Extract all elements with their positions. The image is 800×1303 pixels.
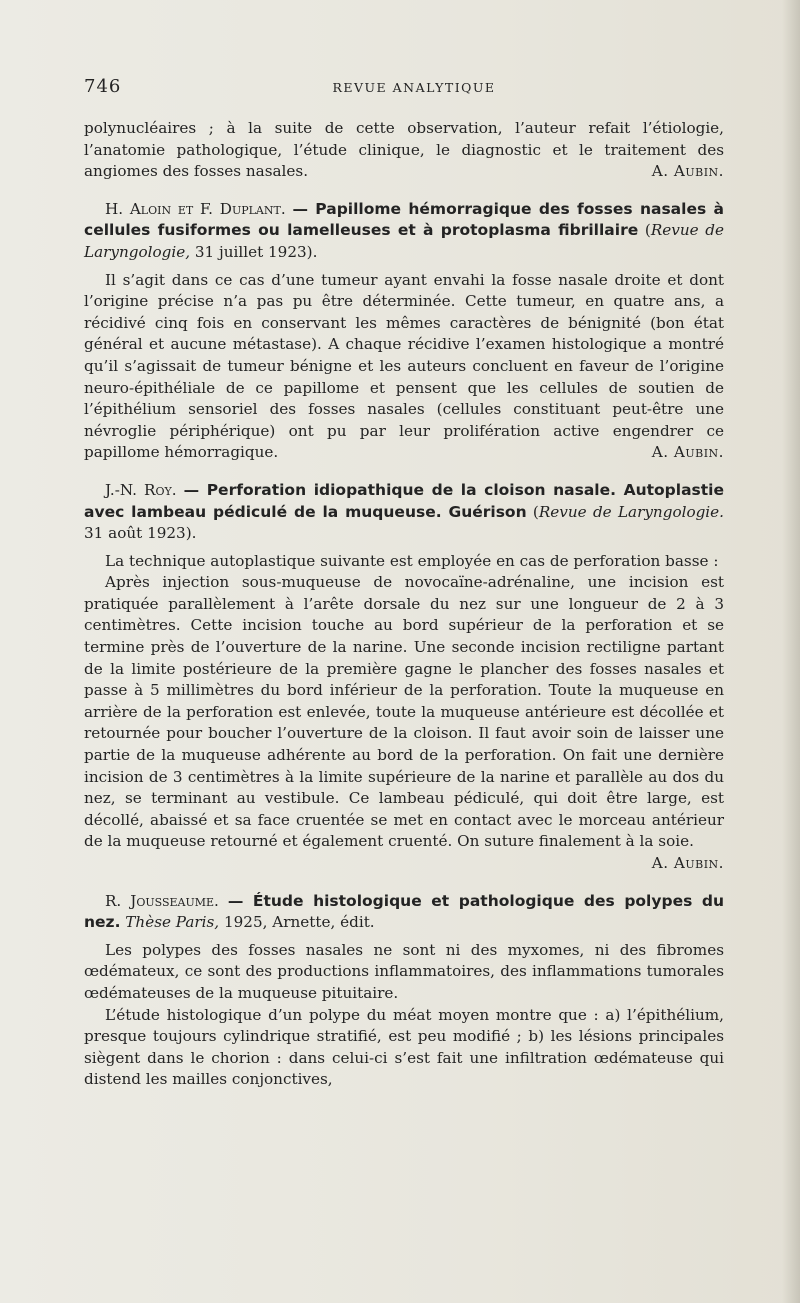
article-text: L’étude histologique d’un polype du méat moyen montre que : a) l’épithélium, presque toujours cylindrique stratifié, est peu modifié ; b) les lésions principales siègent dans le chorion : dans celui-ci s’est fait une infiltration œdémateuse qui distend les mailles conjonctives, (84, 1005, 724, 1089)
page-header (84, 76, 724, 100)
article-paragraph (84, 572, 724, 872)
article-jousseaume (84, 891, 724, 1091)
article-paragraph (84, 551, 724, 573)
article-heading: H. Aloin et F. Duplant. — Papillome hémorragique des fosses nasales à cellules fusiformes ou lamelleuses et à protoplasma fibrillaire (Revue de Laryngologie, 31 juillet 1923). (84, 199, 724, 261)
article-paragraph (84, 270, 724, 464)
article-signature: A. Aubin. (651, 854, 724, 872)
running-title: REVUE ANALYTIQUE (332, 80, 496, 95)
page-content (84, 118, 724, 1091)
article-journal: Revue de Laryngologie. (538, 502, 724, 521)
page-number: 746 (84, 76, 122, 97)
article-date: 1925, Arnette, édit. (223, 913, 375, 932)
article-date: 31 juillet 1923). (194, 242, 318, 261)
article-signature: A. Aubin. (651, 443, 724, 462)
article-text: Après injection sous-muqueuse de novocaïne-adrénaline, une incision est pratiquée parallèlement à l’arête dorsale du nez sur une longueur de 2 à 3 centimètres. Cette incision touche au bord supérieur de la perforation et se termine près de l’ouverture de la narine. Une seconde incision rectiligne partant de la limite postérieure de la première gagne le plancher des fosses nasales et passe à 5 millimètres du bord inférieur de la perforation. Toute la muqueuse en arrière de la perforation est enlevée, toute la muqueuse antérieure est décollée et retournée pour boucher l’ouverture de la cloison. Il faut avoir soin de laisser une partie de la muqueuse adhérente au bord de la perforation. On fait une dernière incision de 3 centimètres à la limite supérieure de la narine et parallèle au dos du nez, se terminant au vestibule. Ce lambeau pédiculé, qui doit être large, est décollé, abaissé et sa face cruentée se met en contact avec le morceau antérieur de la muqueuse retourné et également cruenté. On suture finalement à la soie. (84, 573, 724, 851)
article-authors: J.-N. Roy. (105, 480, 177, 499)
article-roy (84, 480, 724, 875)
article-title: — Perforation idiopathique de la cloison nasale. Autoplastie avec lambeau pédiculé de la muqueuse. Guérison (84, 480, 725, 521)
article-date: 31 août 1923). (84, 524, 197, 543)
article-title: — Papillome hémorragique des fosses nasales à cellules fusiformes ou lamelleuses et à protoplasma fibrillaire (84, 199, 724, 240)
intro-text: polynucléaires ; à la suite de cette observation, l’auteur refait l’étiologie, l’anatomie pathologique, l’étude clinique, le diagnostic et le traitement des angiomes des fosses nasales. (84, 119, 724, 181)
intro-paragraph (84, 118, 724, 183)
article-paragraph (84, 940, 724, 1005)
page-edge-shadow (782, 0, 800, 1303)
article-text: Il s’agit dans ce cas d’une tumeur ayant envahi la fosse nasale droite et dont l’origine précise n’a pas pu être déterminée. Cette tumeur, en quatre ans, a récidivé cinq fois en conservant les mêmes caractères de bénignité (bon état général et aucune métastase). A chaque récidive l’examen histologique a montré qu’il s’agissait de tumeur bénigne et les auteurs concluent en faveur de l’origine neuro-épithéliale de ce papillome et pensent que les cellules de soutien de l’épithélium sensoriel des fosses nasales (cellules constituant peut-être une névroglie périphérique) ont pu par leur prolifération active engendrer ce papillome hémorragique. (84, 270, 724, 462)
article-heading (84, 891, 724, 934)
article-journal: Thèse Paris, (125, 913, 220, 932)
article-journal: Revue de Laryngologie, (84, 221, 724, 261)
article-authors: H. Aloin et F. Duplant. (105, 199, 286, 218)
article-authors: R. Jousseaume. (105, 891, 219, 910)
article-text: Les polypes des fosses nasales ne sont ni des myxomes, ni des fibromes œdémateux, ce sont des productions inflammatoires, des inflammations tumorales œdémateuses de la muqueuse pituitaire. (84, 940, 724, 1002)
article-title: — Étude histologique et pathologique des polypes du nez. (84, 891, 724, 932)
article-heading: J.-N. Roy. — Perforation idiopathique de la cloison nasale. Autoplastie avec lambeau pédiculé de la muqueuse. Guérison (Revue de Laryngologie. 31 août 1923). (84, 480, 725, 543)
article-paragraph (84, 1005, 724, 1091)
intro-signature: A. Aubin. (651, 162, 724, 181)
article-aloin (84, 199, 724, 464)
article-text: La technique autoplastique suivante est employée en cas de perforation basse : (105, 551, 719, 570)
